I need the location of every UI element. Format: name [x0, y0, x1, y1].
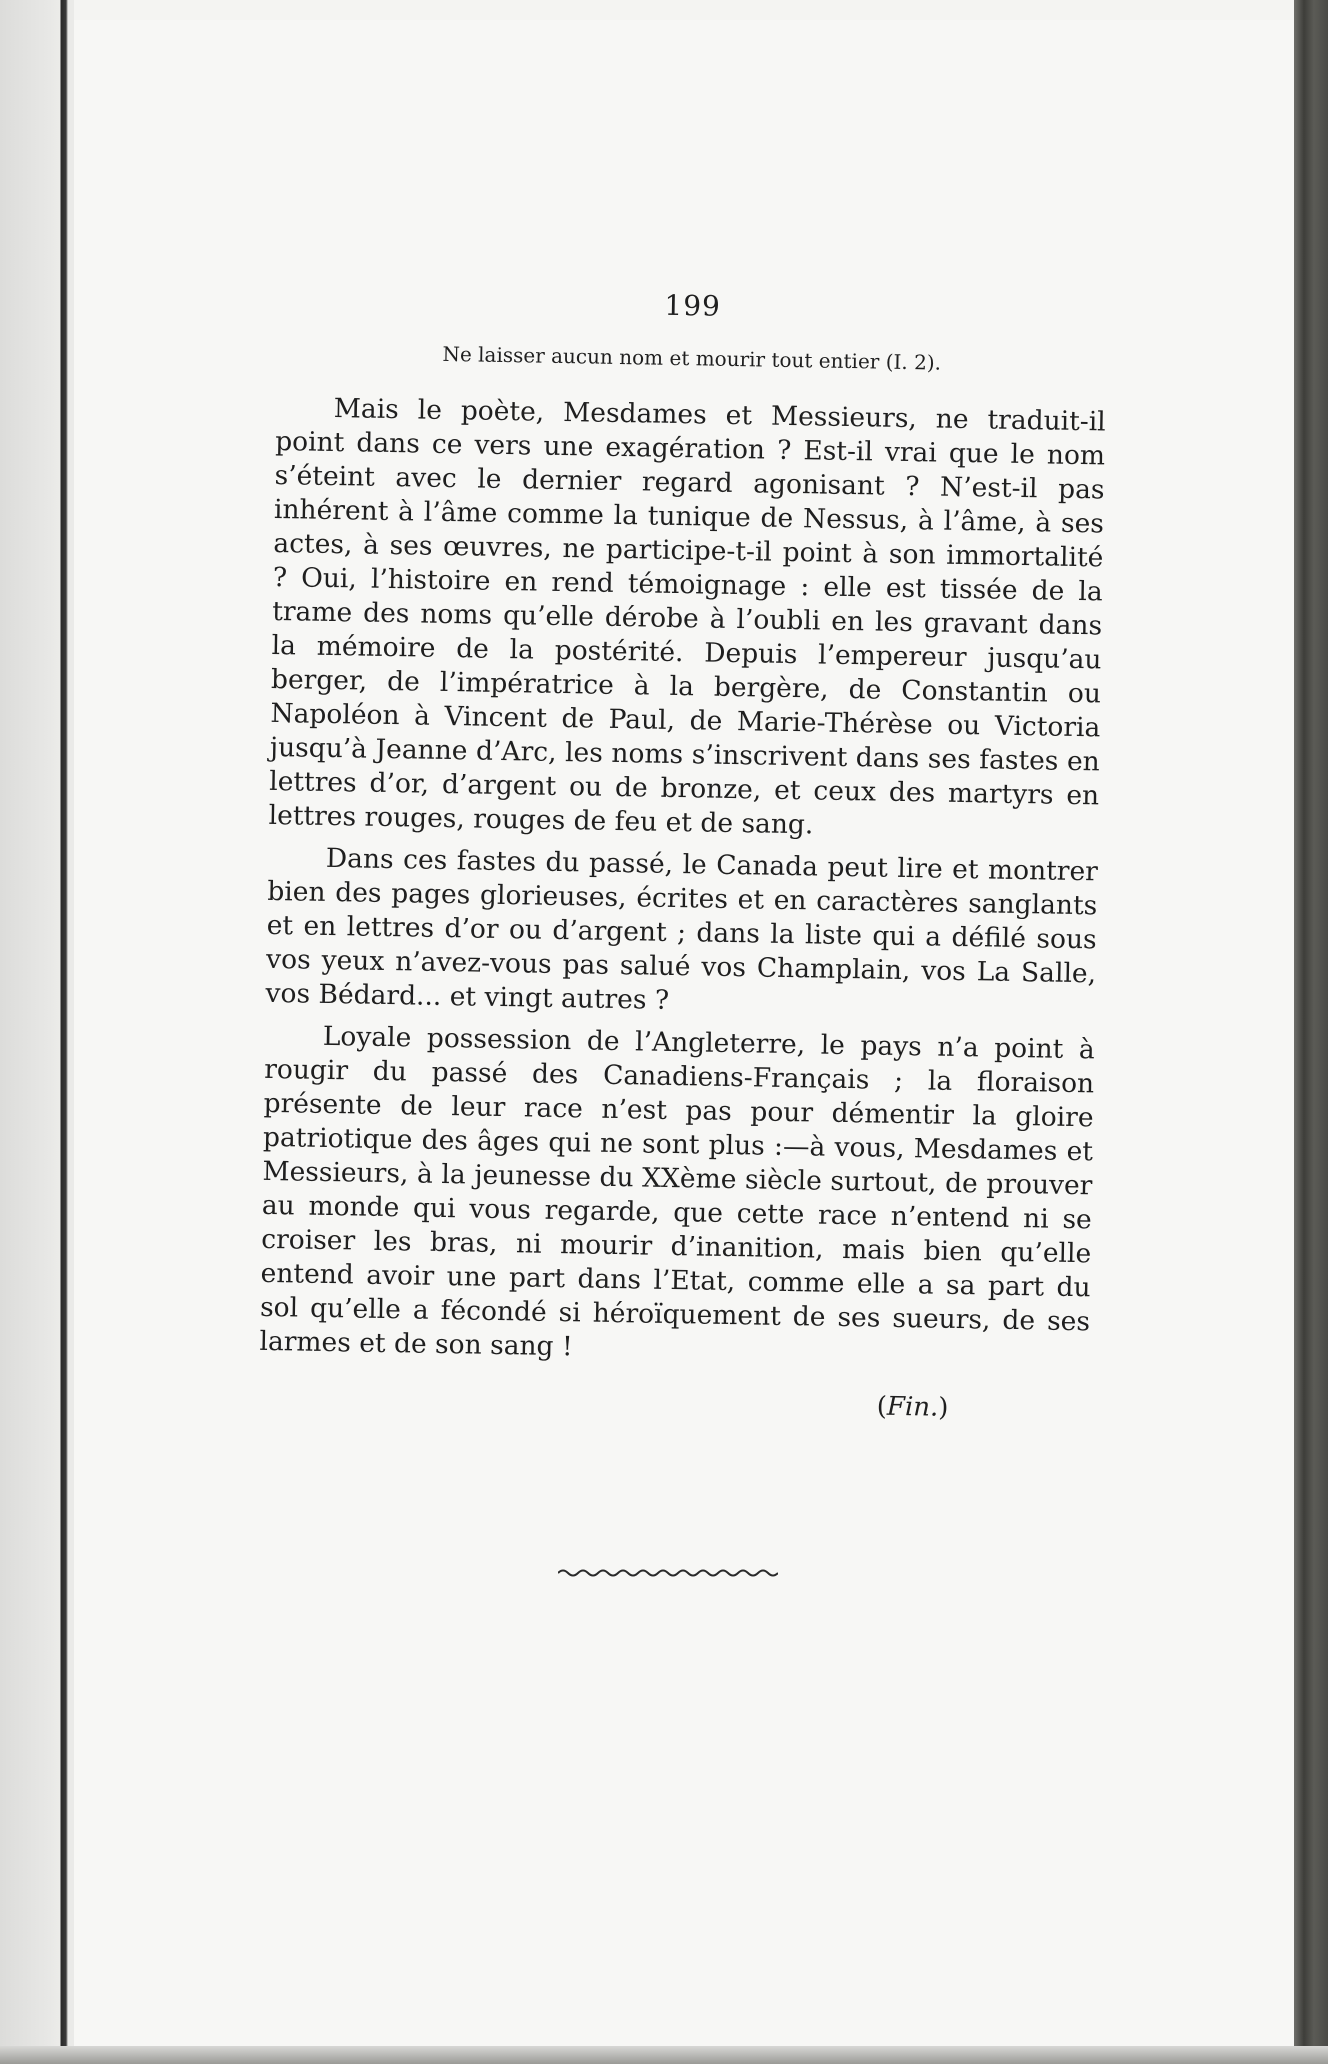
bottom-page-edge: [0, 2046, 1328, 2064]
left-page-edge: [0, 0, 74, 2064]
fin-word: Fin.: [886, 1391, 939, 1423]
fin-open-paren: (: [876, 1391, 888, 1422]
text-block: [258, 282, 1108, 1425]
fin-close-paren: ): [938, 1392, 949, 1423]
paragraph-1: Mais le poète, Mesdames et Messieurs, ne traduit-il point dans ce vers une exagération ? Est-il vrai que le nom s’éteint avec le dernier regard agonisant ? N’est-il pas inhérent à l’âme comme la tunique de Nessus, à l’âme, à ses actes, à ses œuvres, ne participe-t-il point à son immortalité ? Oui, l’histoire en rend témoignage : elle est tissée de la trame des noms qu’elle dérobe à l’oubli en les gravant dans la mémoire de la postérité. Depuis l’empereur jusqu’au berger, de l’impératrice à la bergère, de Constantin ou Napoléon à Vincent de Paul, de Marie-Thérèse ou Victoria jusqu’à Jeanne d’Arc, les noms s’inscrivent dans ses fastes en lettres d’or, d’argent ou de bronze, et ceux des martyrs en lettres rouges, rouges de feu et de sang.: [268, 392, 1106, 841]
right-page-edge: [1294, 0, 1328, 2064]
paragraph-3: Loyale possession de l’Angleterre, le pays n’a point à rougir du passé des Canadiens-Français ; la floraison présente de leur race n’est pas pour démentir la gloire patriotique des âges qui ne sont plus :—à vous, Mesdames et Messieurs, à la jeunesse du XXème siècle surtout, de prouver au monde qui vous regarde, que cette race n’entend ni se croiser les bras, ni mourir d’inanition, mais bien qu’elle entend avoir une part dans l’Etat, comme elle a sa part du sol qu’elle a fécondé si héroïquement de ses sueurs, de ses larmes et de son sang !: [259, 1020, 1095, 1363]
wavy-ornament: [558, 1566, 778, 1580]
paragraph-2: Dans ces fastes du passé, le Canada peut lire et montrer bien des pages glorieuses, écrites et en caractères sanglants et en lettres d’or ou d’argent ; dans la liste qui a défilé sous vos yeux n’avez-vous pas salué vos Champlain, vos La Salle, vos Bédard... et vingt autres ?: [265, 842, 1099, 1016]
verse-quote: Ne laisser aucun nom et mourir tout entier (I. 2).: [442, 341, 942, 375]
page-number: 199: [664, 288, 722, 323]
